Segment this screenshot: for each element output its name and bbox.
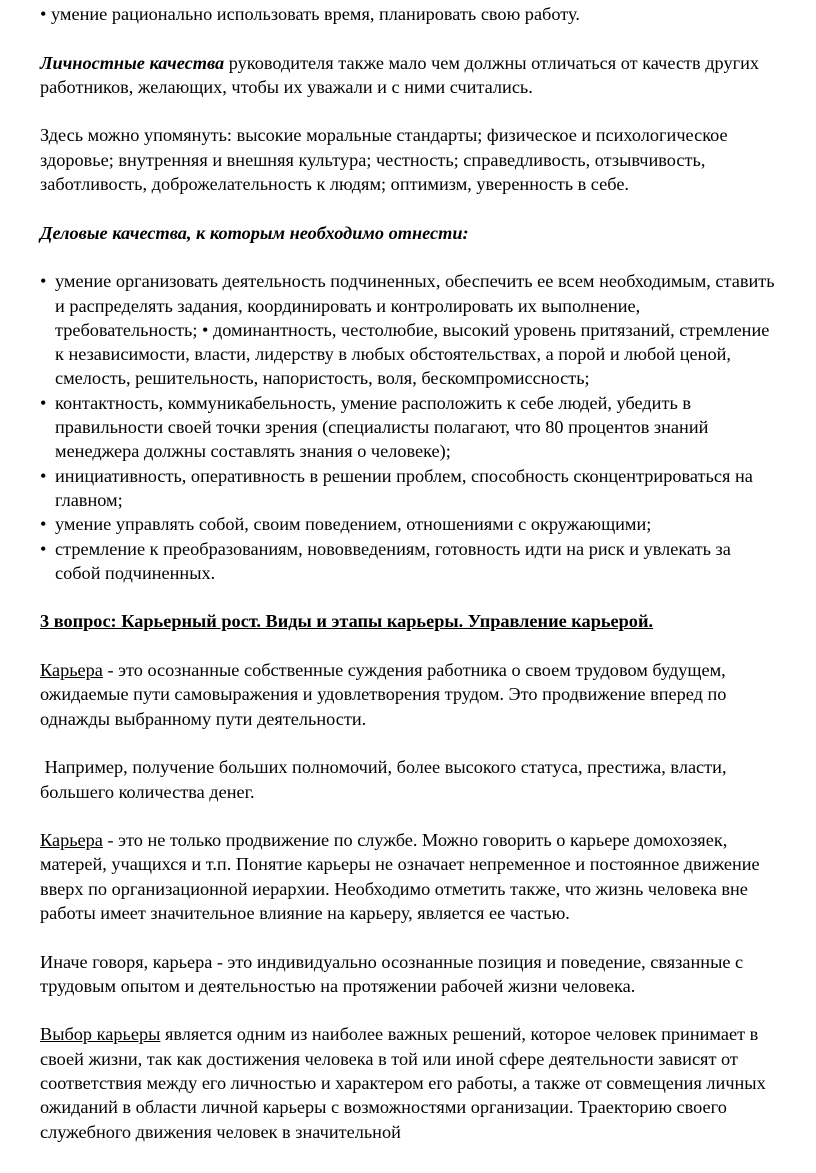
spacer <box>40 585 780 609</box>
example-paragraph: Например, получение больших полномочий, более высокого статуса, престижа, власти, большего количества денег. <box>40 757 732 802</box>
bullet-mark: • <box>40 514 47 535</box>
career-term: Карьера <box>40 830 103 851</box>
bullet-mark: • <box>40 271 47 292</box>
bullet-text: умение рационально использовать время, планировать свою работу. <box>50 4 580 24</box>
personal-qualities-term: Личностные качества <box>40 52 225 73</box>
career-scope-text: - это не только продвижение по службе. Можно говорить о карьере домохозяек, матерей, учащихся и т.п. Понятие карьеры не означает непременное и постоянное движение вверх по организационной иерархии. Необходимо отметить также, что жизнь человека вне работы имеет значительное влияние на карьеру, является ее частью. <box>40 830 760 923</box>
spacer <box>40 998 780 1022</box>
spacer <box>40 925 780 949</box>
career-term: Карьера <box>40 660 103 681</box>
spacer <box>40 804 780 828</box>
career-choice-text: является одним из наиболее важных решений, которое человек принимает в своей жизни, так как достижения человека в той или иной сфере деятельности зависят от соответствия между его личностью и характером его работы, а также от совмещения личных ожиданий в области личной карьеры с возможностями организации. Траекторию своего служебного движения человек в значительной <box>40 1024 766 1142</box>
list-item-text: контактность, коммуникабельность, умение расположить к себе людей, убедить в правильности своей точки зрения (специалисты полагают, что 80 процентов знаний менеджера должны составлять знания о человеке); <box>55 392 709 462</box>
list-item <box>40 464 780 513</box>
bullet-mark: • <box>40 4 47 24</box>
list-item <box>40 391 780 464</box>
business-qualities-list <box>40 269 780 585</box>
personal-qualities-paragraph <box>40 51 780 100</box>
otherwise-paragraph: Иначе говоря, карьера - это индивидуально осознанные позиция и поведение, связанные с трудовым опытом и деятельностью на протяжении рабочей жизни человека. <box>40 951 744 996</box>
spacer <box>40 99 780 123</box>
career-scope-paragraph <box>40 828 780 925</box>
business-qualities-heading: Деловые качества, к которым необходимо отнести: <box>40 222 469 243</box>
mention-paragraph: Здесь можно упомянуть: высокие моральные стандарты; физическое и психологическое здоровье; внутренняя и внешняя культура; честность; справедливость, отзывчивость, заботливость, доброжелательность к людям; оптимизм, уверенность в себе. <box>40 125 728 195</box>
bullet-mark: • <box>40 538 47 559</box>
spacer <box>40 634 780 658</box>
spacer <box>40 731 780 755</box>
list-item <box>40 512 780 536</box>
list-item <box>40 537 780 586</box>
list-item-text: умение управлять собой, своим поведением, отношениями с окружающими; <box>55 514 652 535</box>
career-definition-text: - это осознанные собственные суждения работника о своем трудовом будущем, ожидаемые пути самовыражения и удовлетворения трудом. Это продвижение вперед по однажды выбранному пути деятельности. <box>40 660 727 729</box>
list-item-text: инициативность, оперативность в решении проблем, способность сконцентрироваться на главном; <box>55 465 753 510</box>
bullet-mark: • <box>40 392 47 413</box>
list-item <box>40 269 780 390</box>
section-heading: 3 вопрос: Карьерный рост. Виды и этапы карьеры. Управление карьерой. <box>40 611 654 632</box>
document-page <box>40 0 780 1144</box>
career-choice-term: Выбор карьеры <box>40 1024 161 1045</box>
bullet-mark: • <box>40 465 47 486</box>
spacer <box>40 26 780 50</box>
spacer <box>40 245 780 269</box>
career-definition-paragraph <box>40 658 780 731</box>
list-item-text: умение организовать деятельность подчиненных, обеспечить ее всем необходимым, ставить и распределять задания, координировать и контролировать их выполнение, требовательность; • доминантность, честолюбие, высокий уровень притязаний, стремление к независимости, власти, лидерству в любых обстоятельствах, а порой и любой ценой, смелость, решительность, напористость, воля, бескомпромиссность; <box>55 271 775 389</box>
personal-qualities-text: руководителя также мало чем должны отличаться от качеств других работников, желающих, чтобы их уважали и с ними считались. <box>40 52 760 97</box>
list-item-text: стремление к преобразованиям, нововведениям, готовность идти на риск и увлекать за собой подчиненных. <box>55 538 731 583</box>
bullet-time-management <box>40 2 780 26</box>
spacer <box>40 196 780 220</box>
career-choice-paragraph <box>40 1022 780 1143</box>
